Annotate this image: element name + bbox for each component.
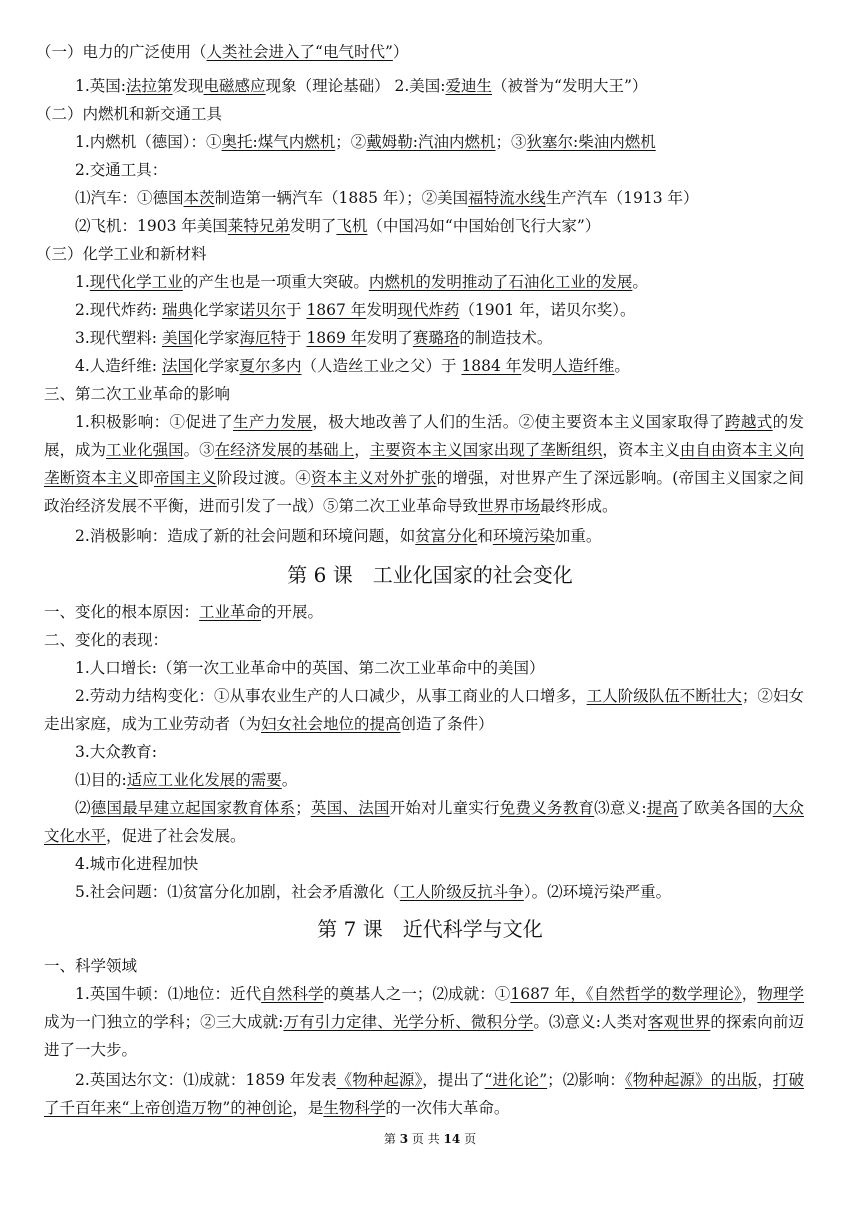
text: ；② xyxy=(335,133,367,151)
text: （被誉为“发明大王”） xyxy=(492,77,648,95)
text: 1.积极影响：①促进了 xyxy=(75,413,233,431)
text: 的产生也是一项重大突破。 xyxy=(182,273,369,291)
text: 的开展。 xyxy=(261,603,324,621)
text: （1901 年，诺贝尔奖）。 xyxy=(459,301,636,319)
underlined-text: 在经济发展的基础上 xyxy=(214,441,355,459)
underlined-text: 帝国主义 xyxy=(153,469,217,487)
text: 创造了条件） xyxy=(400,715,494,733)
text: 。⑶意义:人类对 xyxy=(533,1013,648,1031)
underlined-text: 人造纤维 xyxy=(552,357,615,375)
text: 发明 xyxy=(521,357,553,375)
text: 制造第一辆汽车（1885 年）；②美国 xyxy=(214,189,469,207)
text: 化学家 xyxy=(192,301,240,319)
text: ⑴目的: xyxy=(75,771,127,789)
text: 的探索向前迈进了一大步。 xyxy=(44,1013,804,1059)
text: 发现 xyxy=(172,77,204,95)
underlined-text: 德国最早建立起国家教育体系 xyxy=(90,799,296,817)
underlined-text: 世界市场 xyxy=(478,497,541,515)
line-transport: 2.交通工具： xyxy=(75,161,168,179)
text: 2.劳动力结构变化：①从事农业生产的人口减少，从事工商业的人口增多， xyxy=(75,687,587,705)
underlined-text: 莱特兄弟 xyxy=(227,217,290,235)
text: 加重。 xyxy=(554,527,602,545)
underlined-text: 生物科学 xyxy=(323,1099,386,1117)
paragraph-labor xyxy=(44,682,804,738)
text: 最终形成。 xyxy=(540,497,618,515)
text: 的发展，成为 xyxy=(44,413,804,459)
underlined-text: 生产力发展 xyxy=(233,413,313,431)
text: 1. xyxy=(75,273,90,291)
line-education-purpose xyxy=(75,766,297,794)
line-social-issues xyxy=(75,878,671,906)
text: ， xyxy=(757,1071,773,1089)
text: ⑵飞机：1903 年美国 xyxy=(75,217,228,235)
text: 的一次伟大革命。 xyxy=(385,1099,510,1117)
text: 1.内燃机（德国）：① xyxy=(75,133,222,151)
underlined-text: 妇女社会地位的提高 xyxy=(261,715,401,733)
text: ⑵ xyxy=(75,799,91,817)
underlined-text: 英国、法国 xyxy=(310,799,390,817)
text: （一）电力的广泛使用（ xyxy=(36,43,207,61)
text: （人造丝工业之父）于 xyxy=(301,357,462,375)
underlined-text: 《物种起源》 xyxy=(336,1071,423,1089)
page-footer xyxy=(0,1130,860,1148)
section-heading: 二、变化的表现： xyxy=(44,631,169,649)
underlined-text: 法拉第 xyxy=(126,77,173,95)
underlined-text: 现代化学工业 xyxy=(89,273,183,291)
text: 5.社会问题：⑴贫富分化加剧，社会矛盾激化（ xyxy=(75,883,400,901)
footer-text: 页 xyxy=(460,1132,477,1146)
underlined-text: 爱迪生 xyxy=(445,77,493,95)
text: 2.现代炸药: xyxy=(75,301,162,319)
line-fiber xyxy=(75,352,630,380)
paragraph-darwin xyxy=(44,1066,804,1122)
line-uk-us xyxy=(75,72,647,100)
underlined-text: 跨越式 xyxy=(724,413,773,431)
paragraph-newton xyxy=(44,980,804,1064)
text: 化学家 xyxy=(192,357,240,375)
underlined-text: 福特流水线 xyxy=(468,189,546,207)
text: ， xyxy=(741,985,758,1003)
text: 现象（理论基础） 2.美国: xyxy=(265,77,446,95)
underlined-text: 狄塞尔:柴油内燃机 xyxy=(526,133,656,151)
text: ，促进了社会发展。 xyxy=(106,827,246,845)
lesson-6-title: 第 6 课 工业化国家的社会变化 xyxy=(287,563,573,587)
text: 成为一门独立的学科；②三大成就: xyxy=(44,1013,284,1031)
underlined-text: 1687 年，《自然哲学的数学理论》 xyxy=(510,985,742,1003)
text: ⑶意义: xyxy=(594,799,647,817)
lesson-7-title: 第 7 课 近代科学与文化 xyxy=(317,917,543,941)
footer-text: 第 xyxy=(383,1132,400,1146)
text: 的制造技术。 xyxy=(459,329,553,347)
text: 开始对儿童实行 xyxy=(389,799,500,817)
text: 。③ xyxy=(183,441,215,459)
line-root-cause xyxy=(44,598,323,626)
text: ；②妇女走出家庭，成为工业劳动者（为 xyxy=(44,687,804,733)
text: ，提出了 xyxy=(422,1071,485,1089)
text: ， xyxy=(354,441,370,459)
underlined-text: 客观世界 xyxy=(647,1013,711,1031)
underlined-text: 赛璐珞 xyxy=(412,329,460,347)
text: 1.英国: xyxy=(75,77,127,95)
underlined-text: 由自由资本主义向垄断资本主义 xyxy=(44,441,804,487)
text: 2.英国达尔文：⑴成就：1859 年发表 xyxy=(75,1071,337,1089)
underlined-text: 现代炸药 xyxy=(397,301,460,319)
text: 。 xyxy=(632,273,648,291)
text: ，资本主义 xyxy=(602,441,680,459)
line-population: 1.人口增长:（第一次工业革命中的英国、第二次工业革命中的美国） xyxy=(75,659,545,677)
text: ） xyxy=(392,43,409,61)
underlined-text: 自然科学 xyxy=(261,985,324,1003)
section-heading: 三、第二次工业革命的影响 xyxy=(44,385,231,403)
text: 和 xyxy=(477,527,493,545)
text: 发明了 xyxy=(289,217,337,235)
text: 的奠基人之一；⑵成就：① xyxy=(323,985,511,1003)
text: 了欧美各国的 xyxy=(678,799,773,817)
paragraph-education xyxy=(44,794,804,850)
underlined-text: 内燃机的发明推动了石油化工业的发展 xyxy=(368,273,633,291)
underlined-text: 贫富分化 xyxy=(415,527,478,545)
text: 化学家 xyxy=(192,329,240,347)
underlined-text: 美国 xyxy=(161,329,193,347)
underlined-text: 人类社会进入了“电气时代” xyxy=(206,43,393,61)
underlined-text: 奥托:煤气内燃机 xyxy=(221,133,336,151)
underlined-text: 法国 xyxy=(161,357,193,375)
text: ）。⑵环境污染严重。 xyxy=(523,883,672,901)
underlined-text: 夏尔多内 xyxy=(239,357,302,375)
underlined-text: 工人阶级反抗斗争 xyxy=(399,883,524,901)
text: ，是 xyxy=(292,1099,324,1117)
line-plastic xyxy=(75,324,552,352)
line-education: 3.大众教育: xyxy=(75,743,158,761)
text: 发明了 xyxy=(366,329,413,347)
footer-text: 页 共 xyxy=(408,1132,444,1146)
underlined-text: 环境污染 xyxy=(492,527,555,545)
underlined-text: 工业革命 xyxy=(199,603,262,621)
line-engine xyxy=(75,128,656,156)
text: 1.英国牛顿：⑴地位：近代 xyxy=(75,985,262,1003)
underlined-text: 《物种起源》的出版 xyxy=(624,1071,758,1089)
underlined-text: 适应工业化发展的需要 xyxy=(126,771,282,789)
text: 生产汽车（1913 年） xyxy=(545,189,699,207)
text: 的增强，对世界产生了深远影响。(帝国主义国家之间政治经济发展不平衡，进而引发了一战）⑤第二次工业革命导致 xyxy=(44,469,804,515)
underlined-text: 1869 年 xyxy=(306,329,367,347)
line-chemical xyxy=(75,268,648,296)
text: 一、变化的根本原因： xyxy=(44,603,200,621)
underlined-text: 瑞典 xyxy=(161,301,193,319)
line-car xyxy=(75,184,699,212)
underlined-text: 电磁感应 xyxy=(203,77,266,95)
underlined-text: 主要资本主义国家出现了垄断组织 xyxy=(369,441,603,459)
underlined-text: 打破了千百年来“上帝创造万物”的神创论 xyxy=(44,1071,804,1117)
underlined-text: 提高 xyxy=(646,799,679,817)
underlined-text: 工人阶级队伍不断壮大 xyxy=(586,687,742,705)
underlined-text: 海厄特 xyxy=(239,329,286,347)
underlined-text: 万有引力定律、光学分析、微积分学 xyxy=(283,1013,534,1031)
text: 4.人造纤维: xyxy=(75,357,162,375)
page-total: 14 xyxy=(443,1132,461,1146)
text: 2.消极影响：造成了新的社会问题和环境问题，如 xyxy=(75,527,416,545)
underlined-text: 飞机 xyxy=(336,217,368,235)
text: ；③ xyxy=(495,133,527,151)
underlined-text: 诺贝尔 xyxy=(239,301,286,319)
text: 阶段过渡。④ xyxy=(216,469,312,487)
text: ；⑵影响： xyxy=(547,1071,625,1089)
underlined-text: 1867 年 xyxy=(306,301,367,319)
text: 发明 xyxy=(366,301,398,319)
text: ⑴汽车：①德国 xyxy=(75,189,184,207)
section-heading: （三）化学工业和新材料 xyxy=(36,245,207,263)
text: 于 xyxy=(286,329,307,347)
text: ，极大地改善了人们的生活。②使主要资本主义国家取得了 xyxy=(312,413,725,431)
text: 于 xyxy=(286,301,307,319)
line-electricity xyxy=(36,38,408,66)
underlined-text: 物理学 xyxy=(757,985,804,1003)
underlined-text: 工业化强国 xyxy=(106,441,184,459)
paragraph-positive-impact xyxy=(44,408,804,520)
underlined-text: 戴姆勒:汽油内燃机 xyxy=(366,133,496,151)
section-heading: （二）内燃机和新交通工具 xyxy=(36,105,223,123)
text: ； xyxy=(295,799,311,817)
section-heading: 一、科学领域 xyxy=(44,957,138,975)
line-explosive xyxy=(75,296,635,324)
underlined-text: 本茨 xyxy=(183,189,215,207)
underlined-text: 免费义务教育 xyxy=(499,799,595,817)
page-number: 3 xyxy=(399,1132,409,1146)
underlined-text: 资本主义对外扩张 xyxy=(311,469,437,487)
underlined-text: 大众文化水平 xyxy=(44,799,804,845)
underlined-text: 1884 年 xyxy=(461,357,522,375)
line-plane xyxy=(75,212,600,240)
text: 。 xyxy=(614,357,630,375)
text: 。 xyxy=(281,771,298,789)
line-negative-impact xyxy=(75,522,601,550)
underlined-text: “进化论” xyxy=(484,1071,548,1089)
text: 即 xyxy=(138,469,154,487)
text: 3.现代塑料: xyxy=(75,329,162,347)
text: （中国冯如“中国始创飞行大家”） xyxy=(367,217,601,235)
line-urbanization: 4.城市化进程加快 xyxy=(75,855,199,873)
